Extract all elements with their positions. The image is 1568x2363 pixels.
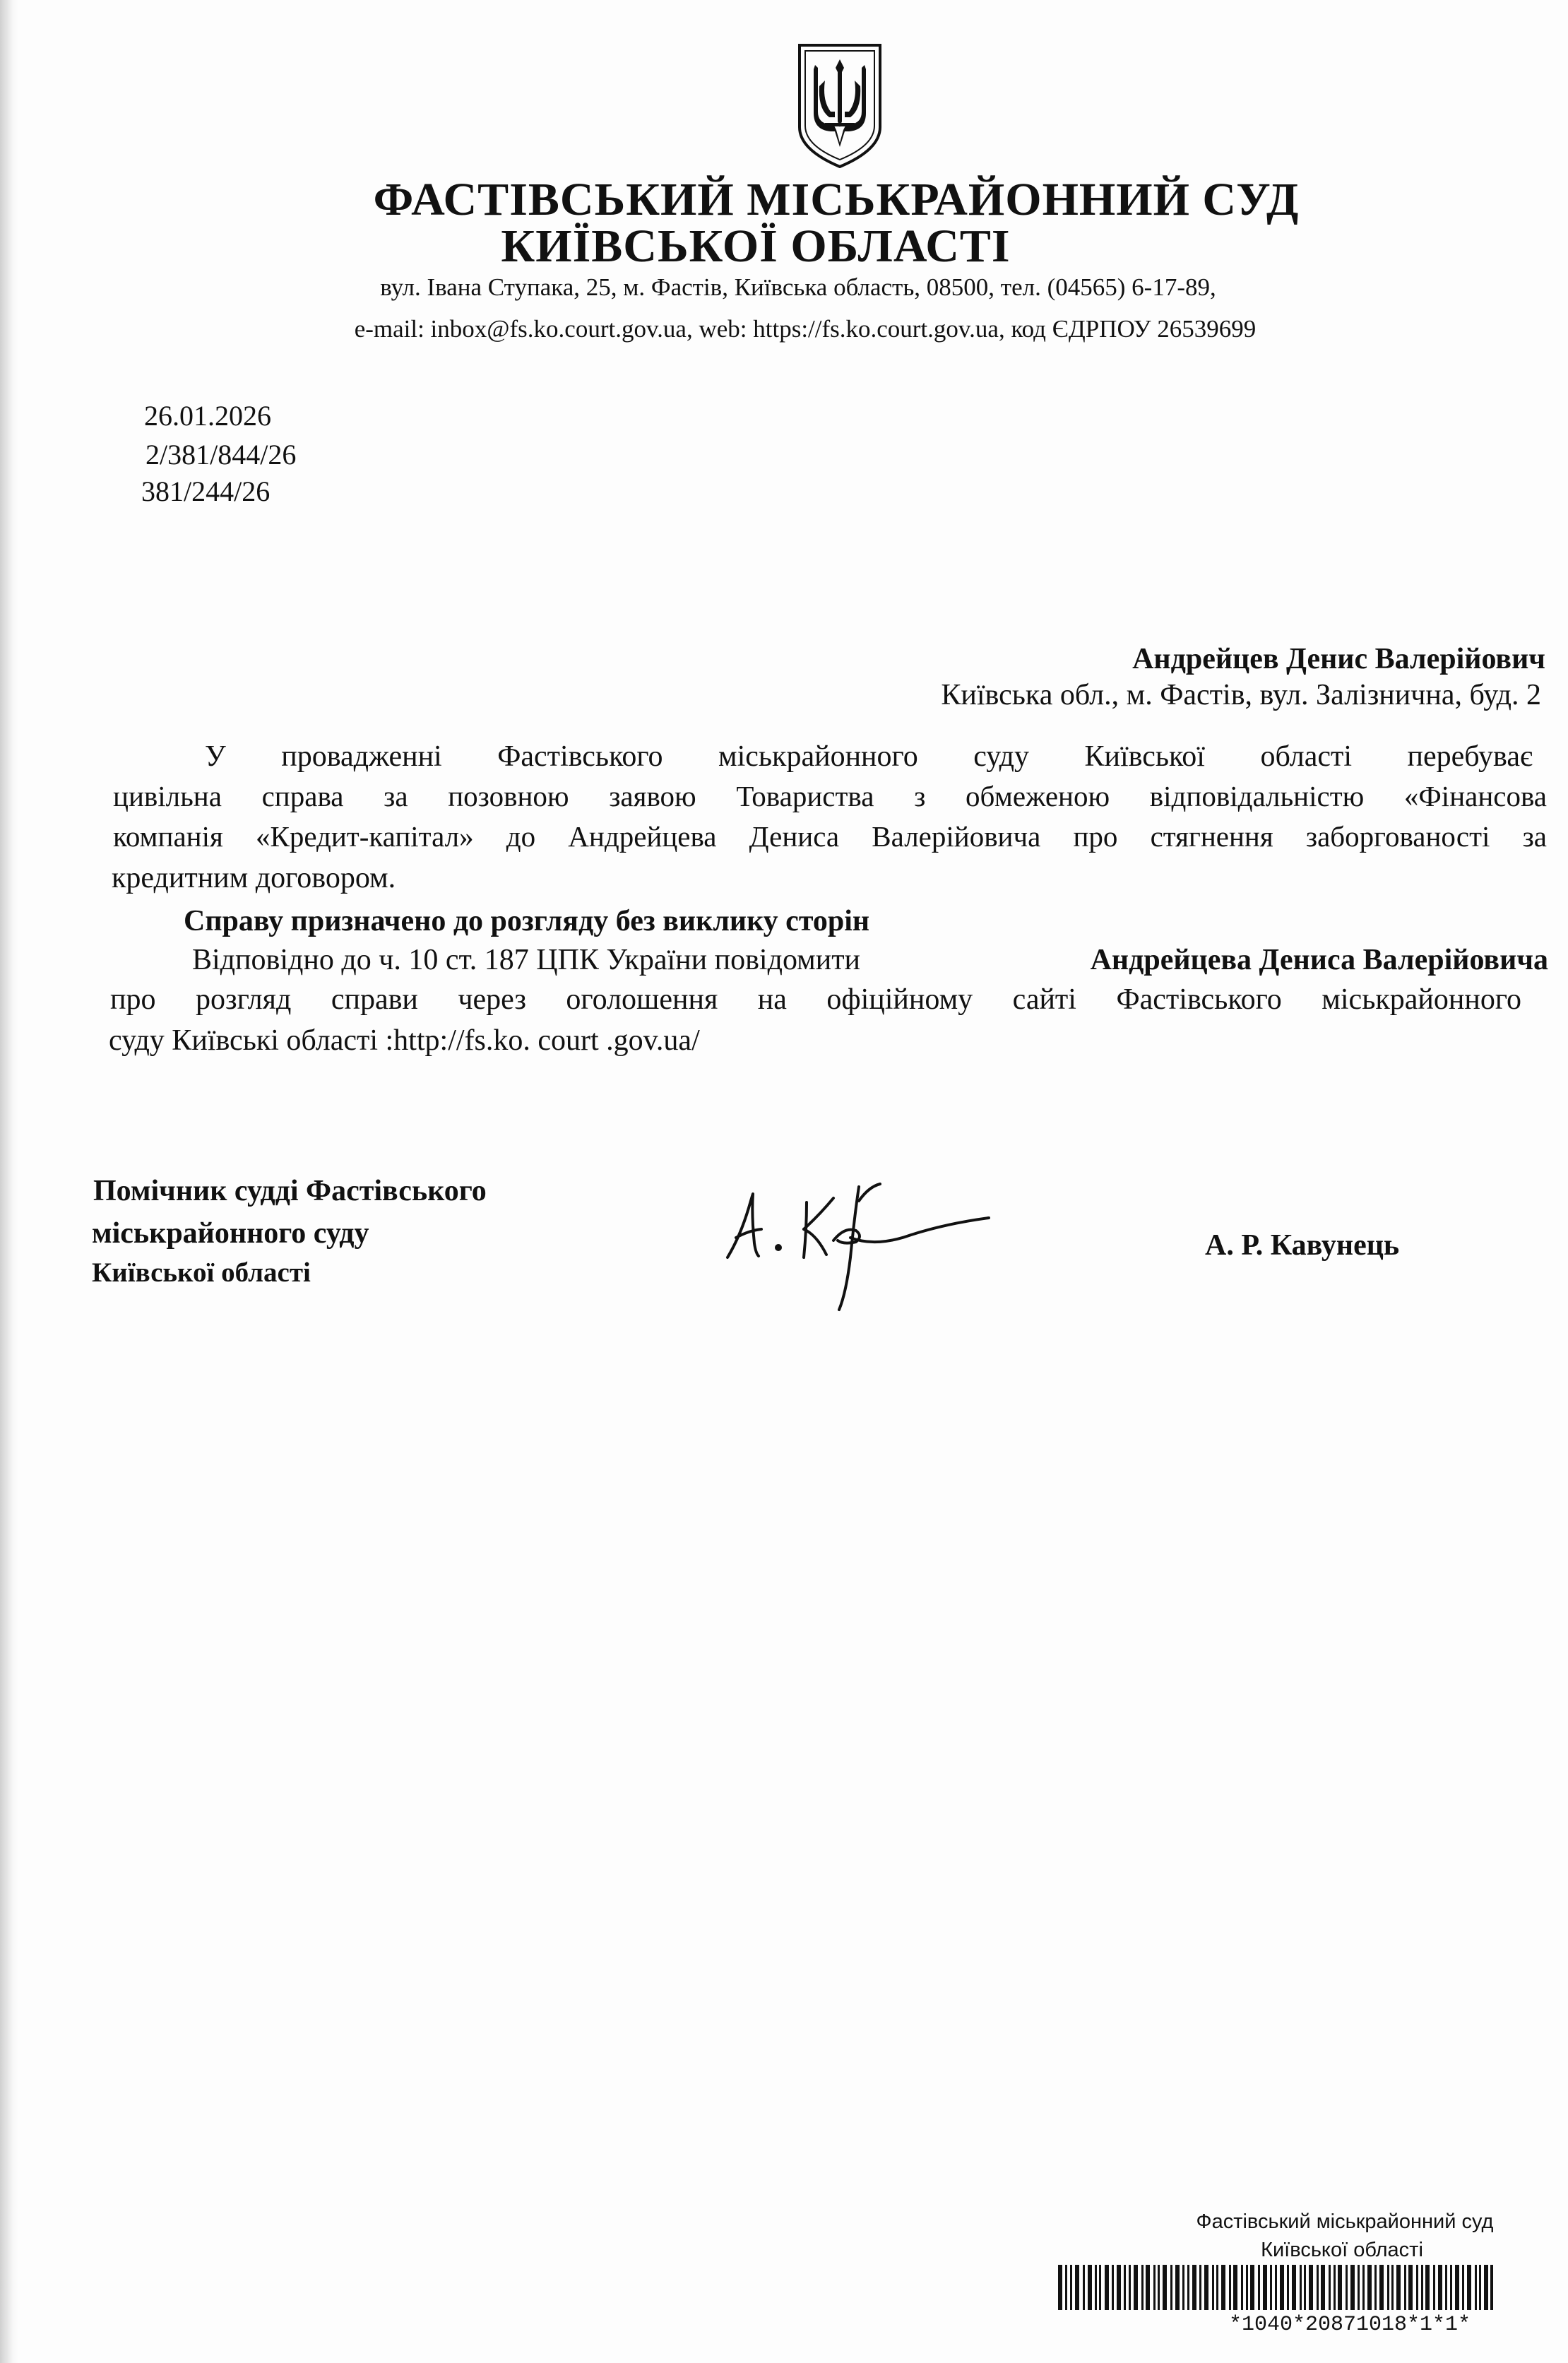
document-date: 26.01.2026 bbox=[144, 400, 271, 432]
court-name-line1: ФАСТІВСЬКИЙ МІСЬКРАЙОННИЙ СУД bbox=[373, 174, 1300, 225]
stamp-court-name: Фастівський міськрайонний суд bbox=[1196, 2210, 1494, 2233]
body-paragraph3-defendant: Андрейцева Дениса Валерійовича bbox=[1090, 944, 1548, 976]
body-paragraph1-line3: компанія «Кредит-капітал» до Андрейцева Дениса Валерійовича про стягнення заборгованості за bbox=[113, 820, 1547, 853]
court-name-line2: КИЇВСЬКОЇ ОБЛАСТІ bbox=[501, 220, 1011, 272]
court-contacts: e-mail: inbox@fs.ko.court.gov.ua, web: https://fs.ko.court.gov.ua, код ЄДРПОУ 26539699 bbox=[354, 315, 1257, 343]
page-edge-shadow bbox=[0, 0, 18, 2363]
signer-name: А. Р. Кавунець bbox=[1205, 1229, 1400, 1262]
coat-of-arms-icon bbox=[797, 44, 883, 168]
outgoing-number: 381/244/26 bbox=[141, 475, 271, 507]
signatory-position-line3: Київської області bbox=[92, 1257, 311, 1288]
body-paragraph1-line4: кредитним договором. bbox=[112, 862, 396, 894]
body-paragraph1-line2: цивільна справа за позовною заявою Товариства з обмеженою відповідальністю «Фінансова bbox=[113, 780, 1547, 812]
signatory-position-line2: міськрайонного суду bbox=[92, 1217, 369, 1250]
court-address: вул. Івана Ступака, 25, м. Фастів, Київська область, 08500, тел. (04565) 6-17-89, bbox=[380, 273, 1216, 301]
addressee-address: Київська обл., м. Фастів, вул. Залізнична, буд. 2 bbox=[941, 679, 1541, 711]
signatory-position-line1: Помічник судді Фастівського bbox=[93, 1175, 487, 1207]
body-paragraph3-line3: суду Київські області :http://fs.ko. court .gov.ua/ bbox=[109, 1024, 700, 1057]
case-number: 2/381/844/26 bbox=[145, 439, 297, 470]
body-paragraph1-line1: У провадженні Фастівського міськрайонного суду Київської області перебуває bbox=[205, 740, 1533, 773]
addressee-name: Андрейцев Денис Валерійович bbox=[1132, 643, 1545, 675]
body-notice-heading: Справу призначено до розгляду без виклику сторін bbox=[184, 905, 870, 937]
body-paragraph3-line2: про розгляд справи через оголошення на офіційному сайті Фастівського міськрайонного bbox=[110, 983, 1521, 1016]
stamp-court-region: Київської області bbox=[1261, 2239, 1423, 2261]
handwritten-signature bbox=[720, 1159, 1003, 1314]
body-paragraph3-line1 bbox=[192, 945, 1548, 975]
barcode-icon bbox=[1058, 2265, 1493, 2310]
barcode-number: *1040*20871018*1*1* bbox=[1229, 2313, 1471, 2337]
body-paragraph3-line1-text: Відповідно до ч. 10 ст. 187 ЦПК України повідомити bbox=[192, 944, 861, 976]
